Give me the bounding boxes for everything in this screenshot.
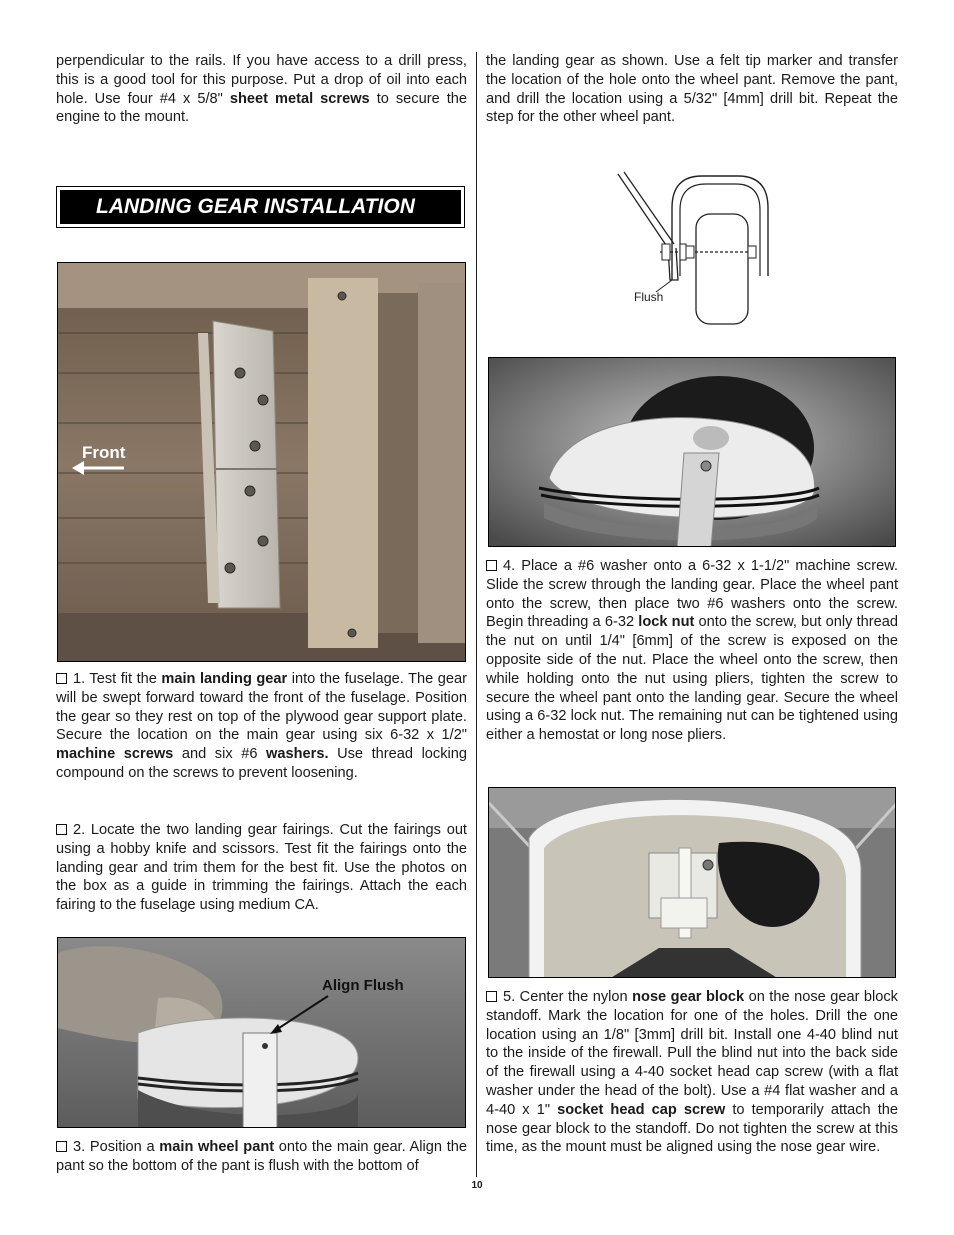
- photo-align-wheel-pant: [57, 937, 466, 1128]
- photo-nose-gear-block: [488, 787, 896, 978]
- photo2-align-flush-label: Align Flush: [322, 977, 404, 994]
- column-divider: [476, 52, 477, 1177]
- step2-paragraph: 2. Locate the two landing gear fairings. Cut the fairings out using a hobby knife and scissors. Test fit the fairings onto the landing gear and trim them for the best fit. Use the photos on the box as a guide in trimming the fairings. Attach the each fairing to the fuselage using medium CA.: [56, 822, 467, 914]
- step1-checkbox[interactable]: [56, 673, 67, 684]
- intro-paragraph: perpendicular to the rails. If you have access to a drill press, this is a good tool for this purpose. Put a drop of oil into each hole. Use four #4 x 5/8" sheet metal screws to secure the engine to the mount.: [56, 53, 467, 126]
- step3-checkbox[interactable]: [56, 1141, 67, 1152]
- section-banner: [56, 186, 465, 228]
- photo-wheel-pant-mounted: [488, 357, 896, 547]
- step5-paragraph: 5. Center the nylon nose gear block on the nose gear block standoff. Mark the location for one of the holes. Drill the one location using an 1/8" [3mm] drill bit. Install one 4-40 blind nut to the inside of the firewall. Pull the blind nut into the back side of the firewall using a 4-40 socket head cap screw (with a flat washer under the head of the bolt). Use a #4 flat washer and a 4-40 x 1" socket head cap screw to temporarily attach the nose gear block to the standoff. Do not tighten the screw at this time, as the mount must be aligned using the nose gear wire.: [486, 989, 898, 1156]
- diagram-flush-label: Flush: [634, 290, 664, 304]
- step4-paragraph: 4. Place a #6 washer onto a 6-32 x 1-1/2" machine screw. Slide the screw through the landing gear. Place the wheel pant onto the screw, then place two #6 washers onto the screw. Begin threading a 6-32 lock nut onto the screw, but only thread the nut on until 1/4" [6mm] of the screw is exposed on the opposite side of the nut. Place the wheel onto the screw, then while holding onto the nut using pliers, tighten the screw to secure the wheel pant onto the landing gear. Secure the wheel using a 6-32 lock nut. The remaining nut can be tightened using either a hemostat or long nose pliers.: [486, 558, 898, 744]
- section-title: LANDING GEAR INSTALLATION: [60, 190, 461, 224]
- step4-checkbox[interactable]: [486, 560, 497, 571]
- step3-continued-paragraph: the landing gear as shown. Use a felt tip marker and transfer the location of the hole onto the wheel pant. Remove the pant, and drill the location using a 5/32" [4mm] drill bit. Repeat the step for the other wheel pant.: [486, 53, 898, 126]
- photo-fuselage-gear-plate: [57, 262, 466, 662]
- step5-checkbox[interactable]: [486, 991, 497, 1002]
- step1-paragraph: 1. Test fit the main landing gear into the fuselage. The gear will be swept forward toward the front of the fuselage. Position the gear so they rest on top of the plywood gear support plate. Secure the location on the main gear using six 6-32 x 1/2" machine screws and six #6 washers. Use thread locking compound on the screws to prevent loosening.: [56, 671, 467, 781]
- page-number: 10: [471, 1180, 483, 1191]
- photo1-front-label: Front: [82, 443, 126, 462]
- step3-paragraph: 3. Position a main wheel pant onto the main gear. Align the pant so the bottom of the pant is flush with the bottom of: [56, 1139, 467, 1174]
- step2-checkbox[interactable]: [56, 824, 67, 835]
- wheel-pant-diagram: [610, 168, 780, 328]
